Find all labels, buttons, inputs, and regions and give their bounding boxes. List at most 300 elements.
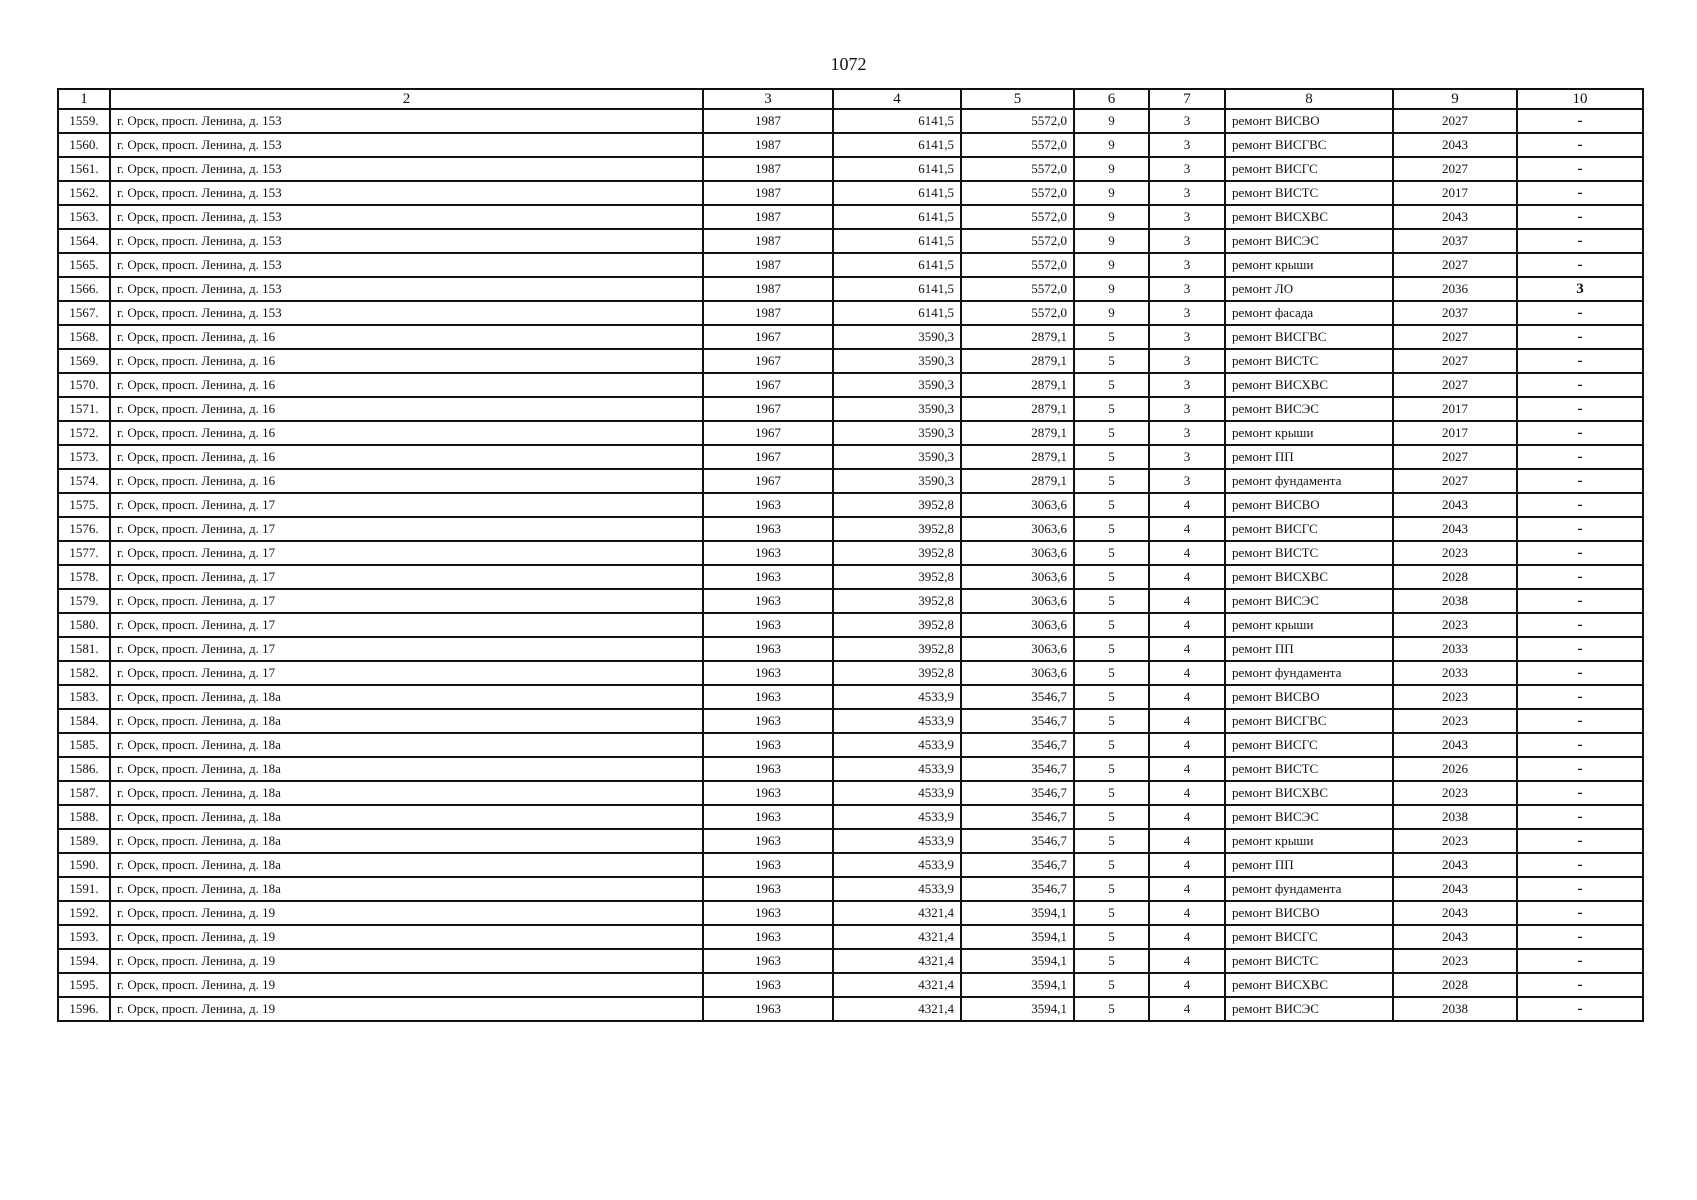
cell-entrances: 3 <box>1149 397 1225 421</box>
cell-planned-year: 2023 <box>1393 829 1517 853</box>
cell-living-area: 3546,7 <box>961 757 1074 781</box>
cell-living-area: 2879,1 <box>961 469 1074 493</box>
cell-total-area: 4533,9 <box>833 781 961 805</box>
cell-entrances: 3 <box>1149 301 1225 325</box>
cell-living-area: 3594,1 <box>961 949 1074 973</box>
cell-entrances: 4 <box>1149 565 1225 589</box>
cell-floors: 9 <box>1074 301 1149 325</box>
cell-row-number: 1595. <box>58 973 110 997</box>
cell-address: г. Орск, просп. Ленина, д. 18а <box>110 805 703 829</box>
cell-extra-value: - <box>1517 781 1643 805</box>
cell-floors: 9 <box>1074 277 1149 301</box>
cell-floors: 5 <box>1074 517 1149 541</box>
cell-planned-year: 2038 <box>1393 589 1517 613</box>
cell-total-area: 6141,5 <box>833 157 961 181</box>
cell-row-number: 1576. <box>58 517 110 541</box>
cell-work-type: ремонт ВИСГВС <box>1225 325 1393 349</box>
cell-extra-value: - <box>1517 757 1643 781</box>
header-row <box>58 89 1643 109</box>
cell-planned-year: 2026 <box>1393 757 1517 781</box>
cell-living-area: 2879,1 <box>961 421 1074 445</box>
cell-address: г. Орск, просп. Ленина, д. 153 <box>110 181 703 205</box>
cell-floors: 9 <box>1074 133 1149 157</box>
cell-address: г. Орск, просп. Ленина, д. 16 <box>110 373 703 397</box>
cell-entrances: 4 <box>1149 853 1225 877</box>
cell-total-area: 3590,3 <box>833 421 961 445</box>
cell-total-area: 4321,4 <box>833 925 961 949</box>
cell-living-area: 5572,0 <box>961 253 1074 277</box>
cell-row-number: 1581. <box>58 637 110 661</box>
cell-total-area: 4533,9 <box>833 685 961 709</box>
cell-work-type: ремонт ВИСГС <box>1225 517 1393 541</box>
cell-floors: 5 <box>1074 877 1149 901</box>
cell-planned-year: 2028 <box>1393 973 1517 997</box>
register-table <box>57 88 1644 1022</box>
cell-total-area: 3952,8 <box>833 565 961 589</box>
cell-entrances: 3 <box>1149 445 1225 469</box>
cell-entrances: 4 <box>1149 925 1225 949</box>
cell-entrances: 4 <box>1149 493 1225 517</box>
cell-entrances: 3 <box>1149 253 1225 277</box>
cell-build-year: 1963 <box>703 877 833 901</box>
cell-work-type: ремонт ПП <box>1225 853 1393 877</box>
cell-build-year: 1963 <box>703 565 833 589</box>
cell-build-year: 1987 <box>703 133 833 157</box>
cell-total-area: 3590,3 <box>833 325 961 349</box>
cell-total-area: 3952,8 <box>833 661 961 685</box>
cell-extra-value: - <box>1517 397 1643 421</box>
cell-work-type: ремонт крыши <box>1225 253 1393 277</box>
cell-extra-value: - <box>1517 181 1643 205</box>
cell-build-year: 1967 <box>703 397 833 421</box>
cell-floors: 5 <box>1074 541 1149 565</box>
cell-floors: 5 <box>1074 565 1149 589</box>
cell-row-number: 1583. <box>58 685 110 709</box>
cell-extra-value: - <box>1517 901 1643 925</box>
cell-work-type: ремонт фасада <box>1225 301 1393 325</box>
cell-floors: 5 <box>1074 973 1149 997</box>
cell-work-type: ремонт ВИСВО <box>1225 685 1393 709</box>
cell-living-area: 3546,7 <box>961 685 1074 709</box>
table-row <box>58 253 1643 277</box>
cell-work-type: ремонт ВИСТС <box>1225 541 1393 565</box>
cell-total-area: 3952,8 <box>833 589 961 613</box>
cell-floors: 5 <box>1074 421 1149 445</box>
cell-extra-value: - <box>1517 709 1643 733</box>
cell-address: г. Орск, просп. Ленина, д. 16 <box>110 397 703 421</box>
cell-entrances: 4 <box>1149 781 1225 805</box>
cell-address: г. Орск, просп. Ленина, д. 16 <box>110 349 703 373</box>
cell-total-area: 4533,9 <box>833 853 961 877</box>
cell-entrances: 3 <box>1149 349 1225 373</box>
cell-build-year: 1967 <box>703 445 833 469</box>
cell-planned-year: 2043 <box>1393 877 1517 901</box>
cell-address: г. Орск, просп. Ленина, д. 18а <box>110 829 703 853</box>
cell-floors: 9 <box>1074 109 1149 133</box>
cell-living-area: 5572,0 <box>961 133 1074 157</box>
cell-build-year: 1967 <box>703 325 833 349</box>
cell-planned-year: 2036 <box>1393 277 1517 301</box>
cell-build-year: 1963 <box>703 493 833 517</box>
cell-floors: 5 <box>1074 997 1149 1021</box>
cell-row-number: 1577. <box>58 541 110 565</box>
cell-living-area: 3063,6 <box>961 661 1074 685</box>
cell-floors: 5 <box>1074 637 1149 661</box>
cell-work-type: ремонт ВИСХВС <box>1225 373 1393 397</box>
cell-build-year: 1987 <box>703 181 833 205</box>
cell-work-type: ремонт ВИСГС <box>1225 925 1393 949</box>
cell-address: г. Орск, просп. Ленина, д. 17 <box>110 517 703 541</box>
cell-floors: 5 <box>1074 853 1149 877</box>
cell-entrances: 4 <box>1149 973 1225 997</box>
table-row <box>58 805 1643 829</box>
cell-build-year: 1963 <box>703 805 833 829</box>
column-header: 3 <box>703 89 833 109</box>
cell-address: г. Орск, просп. Ленина, д. 18а <box>110 853 703 877</box>
cell-living-area: 3546,7 <box>961 829 1074 853</box>
cell-floors: 5 <box>1074 829 1149 853</box>
cell-total-area: 3590,3 <box>833 445 961 469</box>
cell-planned-year: 2043 <box>1393 205 1517 229</box>
cell-floors: 5 <box>1074 589 1149 613</box>
cell-planned-year: 2037 <box>1393 301 1517 325</box>
cell-living-area: 3594,1 <box>961 997 1074 1021</box>
column-header: 6 <box>1074 89 1149 109</box>
cell-living-area: 3063,6 <box>961 589 1074 613</box>
cell-address: г. Орск, просп. Ленина, д. 16 <box>110 469 703 493</box>
table-row <box>58 733 1643 757</box>
cell-entrances: 3 <box>1149 109 1225 133</box>
cell-work-type: ремонт ВИСГС <box>1225 733 1393 757</box>
cell-planned-year: 2038 <box>1393 997 1517 1021</box>
cell-build-year: 1987 <box>703 229 833 253</box>
table-row <box>58 589 1643 613</box>
cell-floors: 5 <box>1074 709 1149 733</box>
cell-build-year: 1963 <box>703 997 833 1021</box>
cell-floors: 5 <box>1074 901 1149 925</box>
cell-planned-year: 2027 <box>1393 157 1517 181</box>
cell-living-area: 2879,1 <box>961 445 1074 469</box>
cell-row-number: 1561. <box>58 157 110 181</box>
cell-extra-value: - <box>1517 205 1643 229</box>
cell-extra-value: - <box>1517 421 1643 445</box>
cell-row-number: 1570. <box>58 373 110 397</box>
cell-living-area: 3063,6 <box>961 565 1074 589</box>
table-row <box>58 853 1643 877</box>
cell-row-number: 1571. <box>58 397 110 421</box>
cell-living-area: 3063,6 <box>961 517 1074 541</box>
cell-planned-year: 2017 <box>1393 421 1517 445</box>
cell-planned-year: 2027 <box>1393 349 1517 373</box>
cell-work-type: ремонт ВИСТС <box>1225 949 1393 973</box>
table-row <box>58 757 1643 781</box>
cell-extra-value: - <box>1517 997 1643 1021</box>
column-header: 8 <box>1225 89 1393 109</box>
cell-entrances: 3 <box>1149 421 1225 445</box>
cell-living-area: 3546,7 <box>961 877 1074 901</box>
cell-build-year: 1967 <box>703 469 833 493</box>
table-row <box>58 613 1643 637</box>
cell-living-area: 3063,6 <box>961 493 1074 517</box>
cell-extra-value: - <box>1517 637 1643 661</box>
cell-work-type: ремонт фундамента <box>1225 877 1393 901</box>
cell-row-number: 1582. <box>58 661 110 685</box>
cell-planned-year: 2043 <box>1393 133 1517 157</box>
cell-extra-value: - <box>1517 949 1643 973</box>
cell-planned-year: 2023 <box>1393 685 1517 709</box>
cell-row-number: 1572. <box>58 421 110 445</box>
cell-address: г. Орск, просп. Ленина, д. 153 <box>110 253 703 277</box>
cell-entrances: 3 <box>1149 133 1225 157</box>
cell-address: г. Орск, просп. Ленина, д. 153 <box>110 205 703 229</box>
cell-build-year: 1963 <box>703 949 833 973</box>
cell-entrances: 4 <box>1149 661 1225 685</box>
cell-address: г. Орск, просп. Ленина, д. 18а <box>110 685 703 709</box>
cell-row-number: 1589. <box>58 829 110 853</box>
cell-floors: 5 <box>1074 325 1149 349</box>
table-row <box>58 949 1643 973</box>
cell-entrances: 4 <box>1149 877 1225 901</box>
cell-row-number: 1563. <box>58 205 110 229</box>
table-row <box>58 301 1643 325</box>
cell-floors: 9 <box>1074 253 1149 277</box>
cell-address: г. Орск, просп. Ленина, д. 16 <box>110 445 703 469</box>
table-row <box>58 277 1643 301</box>
cell-planned-year: 2033 <box>1393 637 1517 661</box>
cell-row-number: 1578. <box>58 565 110 589</box>
cell-address: г. Орск, просп. Ленина, д. 19 <box>110 901 703 925</box>
cell-extra-value: - <box>1517 157 1643 181</box>
table-row <box>58 421 1643 445</box>
cell-row-number: 1574. <box>58 469 110 493</box>
cell-address: г. Орск, просп. Ленина, д. 17 <box>110 493 703 517</box>
cell-living-area: 3063,6 <box>961 613 1074 637</box>
cell-entrances: 4 <box>1149 709 1225 733</box>
cell-living-area: 3546,7 <box>961 853 1074 877</box>
cell-living-area: 3546,7 <box>961 709 1074 733</box>
cell-living-area: 5572,0 <box>961 109 1074 133</box>
cell-row-number: 1559. <box>58 109 110 133</box>
table-row <box>58 637 1643 661</box>
cell-work-type: ремонт ВИСЭС <box>1225 589 1393 613</box>
cell-entrances: 4 <box>1149 901 1225 925</box>
cell-extra-value: - <box>1517 805 1643 829</box>
cell-living-area: 5572,0 <box>961 157 1074 181</box>
cell-work-type: ремонт крыши <box>1225 829 1393 853</box>
cell-build-year: 1963 <box>703 733 833 757</box>
cell-planned-year: 2023 <box>1393 709 1517 733</box>
table-row <box>58 349 1643 373</box>
table-body <box>58 109 1643 1021</box>
table-row <box>58 517 1643 541</box>
cell-living-area: 5572,0 <box>961 205 1074 229</box>
cell-entrances: 4 <box>1149 949 1225 973</box>
cell-address: г. Орск, просп. Ленина, д. 18а <box>110 709 703 733</box>
cell-address: г. Орск, просп. Ленина, д. 18а <box>110 877 703 901</box>
cell-living-area: 3063,6 <box>961 541 1074 565</box>
cell-work-type: ремонт ВИСВО <box>1225 109 1393 133</box>
cell-entrances: 4 <box>1149 541 1225 565</box>
cell-row-number: 1588. <box>58 805 110 829</box>
table-row <box>58 229 1643 253</box>
cell-extra-value: - <box>1517 925 1643 949</box>
table-row <box>58 661 1643 685</box>
table-row <box>58 829 1643 853</box>
cell-total-area: 4321,4 <box>833 949 961 973</box>
table-row <box>58 373 1643 397</box>
cell-row-number: 1560. <box>58 133 110 157</box>
cell-living-area: 5572,0 <box>961 181 1074 205</box>
cell-address: г. Орск, просп. Ленина, д. 153 <box>110 277 703 301</box>
cell-work-type: ремонт ВИСЭС <box>1225 997 1393 1021</box>
cell-living-area: 5572,0 <box>961 301 1074 325</box>
cell-work-type: ремонт крыши <box>1225 421 1393 445</box>
cell-build-year: 1963 <box>703 757 833 781</box>
table-row <box>58 925 1643 949</box>
cell-planned-year: 2043 <box>1393 733 1517 757</box>
cell-work-type: ремонт ВИСХВС <box>1225 781 1393 805</box>
cell-total-area: 4321,4 <box>833 973 961 997</box>
cell-address: г. Орск, просп. Ленина, д. 153 <box>110 229 703 253</box>
cell-total-area: 4321,4 <box>833 997 961 1021</box>
cell-entrances: 4 <box>1149 613 1225 637</box>
cell-address: г. Орск, просп. Ленина, д. 16 <box>110 421 703 445</box>
cell-extra-value: - <box>1517 541 1643 565</box>
cell-build-year: 1987 <box>703 157 833 181</box>
cell-floors: 5 <box>1074 757 1149 781</box>
cell-work-type: ремонт ВИСТС <box>1225 757 1393 781</box>
cell-work-type: ремонт ВИСХВС <box>1225 565 1393 589</box>
cell-extra-value: - <box>1517 973 1643 997</box>
cell-floors: 5 <box>1074 949 1149 973</box>
cell-row-number: 1568. <box>58 325 110 349</box>
cell-living-area: 3594,1 <box>961 973 1074 997</box>
cell-planned-year: 2027 <box>1393 109 1517 133</box>
cell-build-year: 1963 <box>703 781 833 805</box>
cell-entrances: 3 <box>1149 205 1225 229</box>
cell-floors: 5 <box>1074 373 1149 397</box>
cell-living-area: 3594,1 <box>961 901 1074 925</box>
table-row <box>58 565 1643 589</box>
cell-build-year: 1987 <box>703 109 833 133</box>
cell-planned-year: 2043 <box>1393 901 1517 925</box>
table-row <box>58 493 1643 517</box>
cell-row-number: 1567. <box>58 301 110 325</box>
cell-build-year: 1963 <box>703 901 833 925</box>
cell-build-year: 1963 <box>703 925 833 949</box>
cell-extra-value: - <box>1517 493 1643 517</box>
cell-total-area: 3952,8 <box>833 493 961 517</box>
cell-floors: 5 <box>1074 661 1149 685</box>
cell-planned-year: 2023 <box>1393 781 1517 805</box>
page-number: 1072 <box>830 54 867 74</box>
cell-floors: 5 <box>1074 733 1149 757</box>
cell-planned-year: 2043 <box>1393 853 1517 877</box>
cell-total-area: 6141,5 <box>833 181 961 205</box>
cell-planned-year: 2017 <box>1393 181 1517 205</box>
cell-address: г. Орск, просп. Ленина, д. 153 <box>110 133 703 157</box>
cell-extra-value: - <box>1517 517 1643 541</box>
cell-work-type: ремонт ВИСТС <box>1225 349 1393 373</box>
cell-living-area: 2879,1 <box>961 373 1074 397</box>
cell-total-area: 4533,9 <box>833 757 961 781</box>
cell-work-type: ремонт ВИСВО <box>1225 493 1393 517</box>
cell-build-year: 1987 <box>703 205 833 229</box>
cell-row-number: 1593. <box>58 925 110 949</box>
cell-total-area: 6141,5 <box>833 229 961 253</box>
cell-entrances: 3 <box>1149 469 1225 493</box>
column-header: 1 <box>58 89 110 109</box>
cell-extra-value: - <box>1517 685 1643 709</box>
cell-row-number: 1566. <box>58 277 110 301</box>
cell-row-number: 1579. <box>58 589 110 613</box>
cell-total-area: 6141,5 <box>833 205 961 229</box>
column-header: 10 <box>1517 89 1643 109</box>
cell-entrances: 4 <box>1149 589 1225 613</box>
cell-address: г. Орск, просп. Ленина, д. 153 <box>110 109 703 133</box>
cell-address: г. Орск, просп. Ленина, д. 19 <box>110 925 703 949</box>
cell-planned-year: 2043 <box>1393 517 1517 541</box>
cell-work-type: ремонт ВИСЭС <box>1225 805 1393 829</box>
cell-planned-year: 2033 <box>1393 661 1517 685</box>
cell-build-year: 1963 <box>703 517 833 541</box>
cell-build-year: 1963 <box>703 541 833 565</box>
cell-entrances: 4 <box>1149 733 1225 757</box>
table-row <box>58 541 1643 565</box>
cell-build-year: 1963 <box>703 973 833 997</box>
cell-floors: 9 <box>1074 229 1149 253</box>
cell-address: г. Орск, просп. Ленина, д. 17 <box>110 637 703 661</box>
column-header: 9 <box>1393 89 1517 109</box>
cell-row-number: 1569. <box>58 349 110 373</box>
cell-planned-year: 2028 <box>1393 565 1517 589</box>
cell-row-number: 1573. <box>58 445 110 469</box>
cell-total-area: 4533,9 <box>833 805 961 829</box>
cell-living-area: 5572,0 <box>961 277 1074 301</box>
cell-extra-value: - <box>1517 733 1643 757</box>
cell-total-area: 4533,9 <box>833 709 961 733</box>
cell-build-year: 1987 <box>703 277 833 301</box>
cell-address: г. Орск, просп. Ленина, д. 18а <box>110 757 703 781</box>
cell-row-number: 1590. <box>58 853 110 877</box>
cell-planned-year: 2027 <box>1393 253 1517 277</box>
cell-entrances: 4 <box>1149 805 1225 829</box>
cell-extra-value: - <box>1517 373 1643 397</box>
cell-work-type: ремонт ВИСТС <box>1225 181 1393 205</box>
cell-living-area: 3546,7 <box>961 805 1074 829</box>
cell-floors: 5 <box>1074 805 1149 829</box>
table-row <box>58 781 1643 805</box>
cell-planned-year: 2043 <box>1393 925 1517 949</box>
cell-work-type: ремонт ВИСВО <box>1225 901 1393 925</box>
cell-living-area: 3546,7 <box>961 733 1074 757</box>
cell-work-type: ремонт ВИСХВС <box>1225 973 1393 997</box>
cell-row-number: 1586. <box>58 757 110 781</box>
cell-extra-value: - <box>1517 301 1643 325</box>
cell-extra-value: - <box>1517 613 1643 637</box>
cell-entrances: 3 <box>1149 277 1225 301</box>
cell-build-year: 1967 <box>703 349 833 373</box>
cell-planned-year: 2037 <box>1393 229 1517 253</box>
cell-address: г. Орск, просп. Ленина, д. 18а <box>110 733 703 757</box>
cell-planned-year: 2027 <box>1393 325 1517 349</box>
cell-planned-year: 2027 <box>1393 373 1517 397</box>
cell-work-type: ремонт ВИСГС <box>1225 157 1393 181</box>
cell-work-type: ремонт ПП <box>1225 637 1393 661</box>
cell-floors: 9 <box>1074 205 1149 229</box>
cell-total-area: 3590,3 <box>833 373 961 397</box>
cell-row-number: 1562. <box>58 181 110 205</box>
